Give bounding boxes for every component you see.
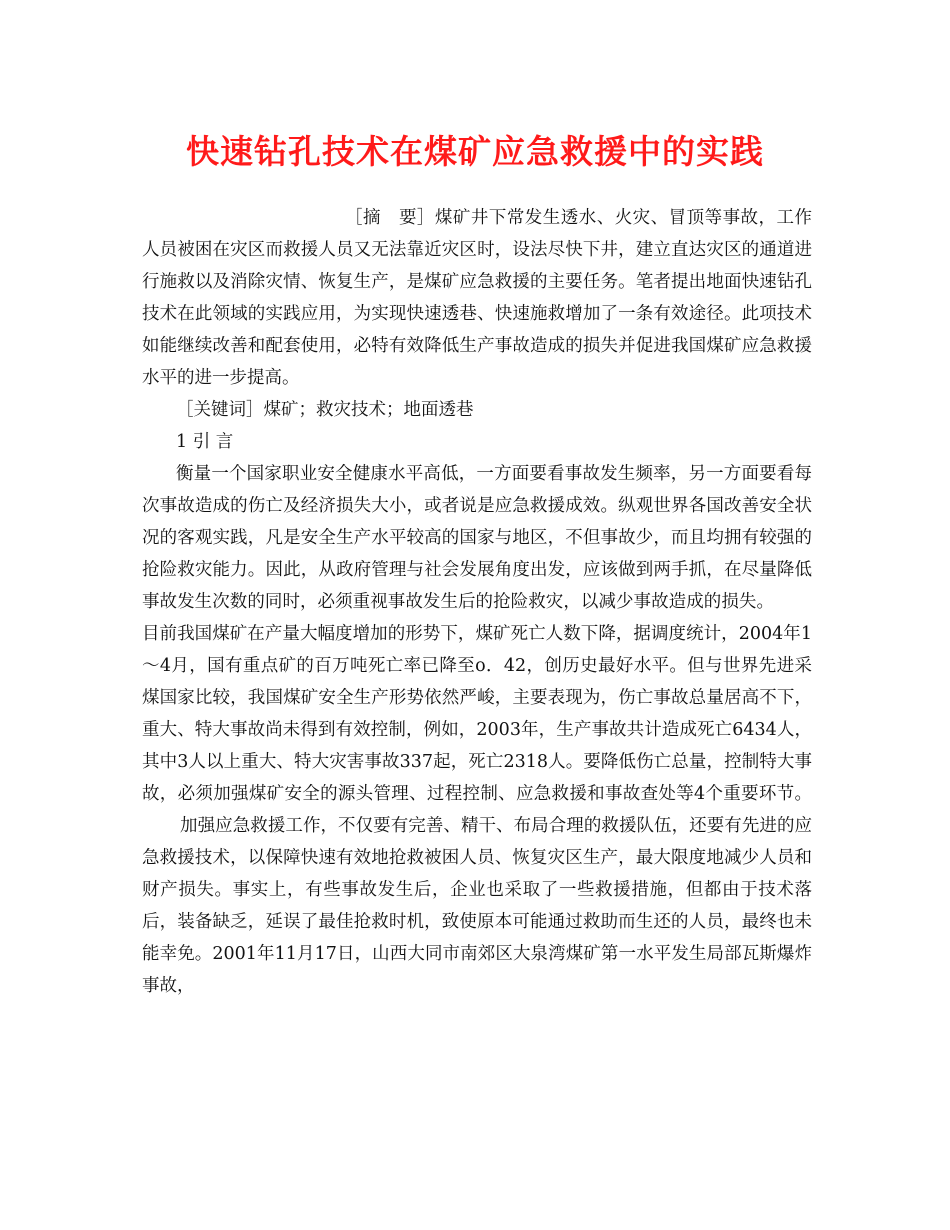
- body-paragraph: [142, 458, 812, 1002]
- document-body: [142, 202, 812, 1002]
- paragraph-text-4: 2001年11月17日，山西大同市南郊区大泉湾煤矿第一水平发生局部瓦斯爆炸事故，: [142, 944, 813, 996]
- abstract-paragraph: ［摘 要］煤矿井下常发生透水、火灾、冒顶等事故，工作人员被困在灾区而救援人员又无法靠近灾区时，设法尽快下井，建立直达灾区的通道进行施救以及消除灾情、恢复生产，是煤矿应急救援的主要任务。笔者提出地面快速钻孔技术在此领域的实践应用，为实现快速透巷、快速施救增加了一条有效途径。此项技术如能继续改善和配套使用，必特有效降低生产事故造成的损失并促进我国煤矿应急救援水平的进一步提高。: [142, 208, 812, 388]
- paragraph-text-2: 目前我国煤矿在产量大幅度增加的形势下，煤矿死亡人数下降，据调度统计，2004年1～4月，国有重点矿的百万吨死亡率已降至o．42，创历史最好水平。但与世界先进采煤国家比较，我国煤矿安全生产形势依然严峻，主要表现为，伤亡事故总量居高不下，重大、特大事故尚未得到有效控制，例如，2003年，生产事故共计造成死亡6434人，其中3人以上重大、特大灾害事故337起，死亡2318人。要降低伤亡总量，控制特大事故，必须加强煤矿安全的源头管理、过程控制、应急救援和事故查处等4个重要环节。: [142, 624, 812, 804]
- paragraph-text-1: 衡量一个国家职业安全健康水平高低，一方面要看事故发生频率，另一方面要看每次事故造成的伤亡及经济损失大小，或者说是应急救援成效。纵观世界各国改善安全状况的客观实践，凡是安全生产水平较高的国家与地区，不但事故少，而且均拥有较强的抢险救灾能力。因此，从政府管理与社会发展角度出发，应该做到两手抓，在尽量降低事故发生次数的同时，必须重视事故发生后的抢险救灾，以减少事故造成的损失。: [142, 464, 812, 612]
- section-heading: 1 引 言: [176, 432, 234, 452]
- paragraph-text-3: 加强应急救援工作，不仅要有完善、精干、布局合理的救援队伍，还要有先进的应急救援技术，以保障快速有效地抢救被困人员、恢复灾区生产，最大限度地减少人员和财产损失。事实上，有些事故发生后，企业也采取了一些救援措施，但都由于技术落后，装备缺乏，延误了最佳抢救时机，致使原本可能通过救助而生还的人员，最终也未能幸免。: [142, 816, 812, 964]
- keywords-line: ［关键词］煤矿；救灾技术；地面透巷: [176, 400, 474, 420]
- document-title: 快速钻孔技术在煤矿应急救援中的实践: [186, 132, 764, 171]
